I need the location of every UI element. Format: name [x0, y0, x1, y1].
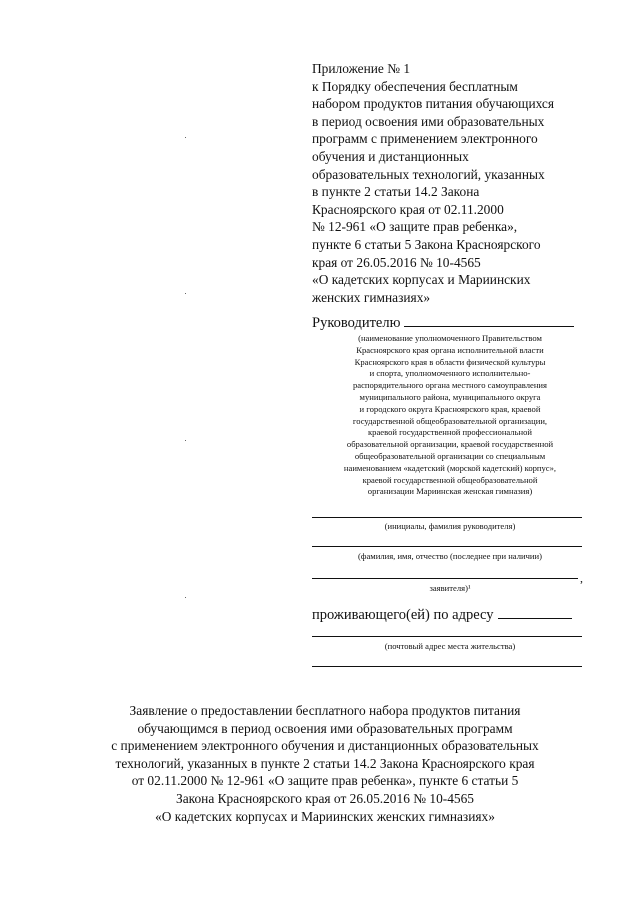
hint-line: и городского округа Красноярского края, краевой [359, 403, 541, 414]
statement-line: «О кадетских корпусах и Мариинских женских гимназиях» [155, 808, 495, 824]
residence-row [312, 604, 572, 624]
residence-label: проживающего(ей) по адресу [312, 607, 494, 623]
statement-title [90, 702, 560, 825]
statement-line: с применением электронного обучения и дистанционных образовательных [111, 738, 539, 754]
hint-line: и спорта, уполномоченного исполнительно- [369, 368, 531, 379]
address-hint: (почтовый адрес места жительства) [384, 641, 516, 651]
hint-line: наименованием «кадетский (морской кадетский) корпус», [343, 462, 557, 473]
hint-line: организации Мариинская женская гимназия) [367, 486, 533, 497]
address-blank-line[interactable] [312, 636, 582, 637]
annex-line: набором продуктов питания обучающихся [312, 96, 555, 112]
statement-line: Закона Красноярского края от 26.05.2016 № 10-4565 [176, 790, 474, 806]
annex-line: программ с применением электронного [312, 131, 538, 147]
annex-line: Красноярского края от 02.11.2000 [312, 201, 504, 217]
statement-line: Заявление о предоставлении бесплатного набора продуктов питания [129, 703, 521, 718]
annex-line: в период освоения ими образовательных [312, 113, 545, 129]
comma-mark: , [580, 571, 583, 585]
scan-speck [185, 137, 186, 138]
annex-line: к Порядку обеспечения бесплатным [312, 78, 518, 94]
annex-line: женских гимназиях» [312, 289, 431, 305]
annex-line: в пункте 2 статьи 14.2 Закона [312, 184, 480, 200]
scan-speck [185, 597, 186, 598]
annex-line: образовательных технологий, указанных [312, 166, 545, 182]
hint-line: Красноярского края органа исполнительной власти [356, 344, 544, 355]
scan-speck [185, 440, 186, 441]
scan-speck [185, 293, 186, 294]
organization-hint [300, 333, 600, 498]
annex-line: обучения и дистанционных [312, 148, 469, 164]
hint-line: (наименование уполномоченного Правительством [358, 333, 542, 343]
address-blank-line-2[interactable] [312, 666, 582, 667]
annex-line: пункте 6 статьи 5 Закона Красноярского [312, 236, 541, 252]
annex-line: края от 26.05.2016 № 10-4565 [312, 254, 481, 270]
addressee-row [312, 312, 574, 332]
statement-line: от 02.11.2000 № 12-961 «О защите прав ребенка», пункте 6 статьи 5 [131, 773, 519, 789]
applicant-name-hint: (фамилия, имя, отчество (последнее при наличии) [358, 551, 542, 561]
addressee-label: Руководителю [312, 315, 401, 331]
hint-line: муниципального района, муниципального округа [359, 391, 541, 402]
hint-line: распорядительного органа местного самоуправления [352, 380, 547, 391]
applicant-name-blank-line-2[interactable] [312, 578, 578, 579]
applicant-hint-continued: заявителя)¹ [429, 583, 471, 593]
annex-line: № 12-961 «О защите прав ребенка», [312, 219, 518, 235]
hint-line: Красноярского края в области физической культуры [354, 356, 546, 367]
residence-blank-field[interactable] [498, 604, 572, 619]
annex-line: Приложение № 1 [312, 61, 411, 76]
addressee-blank-field[interactable] [404, 312, 574, 327]
hint-line: краевой государственной профессиональной [367, 427, 533, 438]
hint-line: государственной общеобразовательной организации, [352, 415, 548, 426]
statement-line: обучающимся в период освоения ими образовательных программ [137, 720, 513, 736]
hint-line: краевой государственной общеобразовательной [362, 474, 538, 485]
annex-header [312, 60, 612, 306]
head-name-blank-line[interactable] [312, 517, 582, 518]
annex-line: «О кадетских корпусах и Мариинских [312, 272, 531, 288]
hint-line: общеобразовательной организации со специальным [354, 450, 546, 461]
head-name-hint: (инициалы, фамилия руководителя) [384, 521, 516, 531]
statement-line: технологий, указанных в пункте 2 статьи 14.2 Закона Красноярского края [115, 755, 535, 771]
hint-line: образовательной организации, краевой государственной [346, 439, 554, 450]
applicant-name-blank-line[interactable] [312, 546, 582, 547]
